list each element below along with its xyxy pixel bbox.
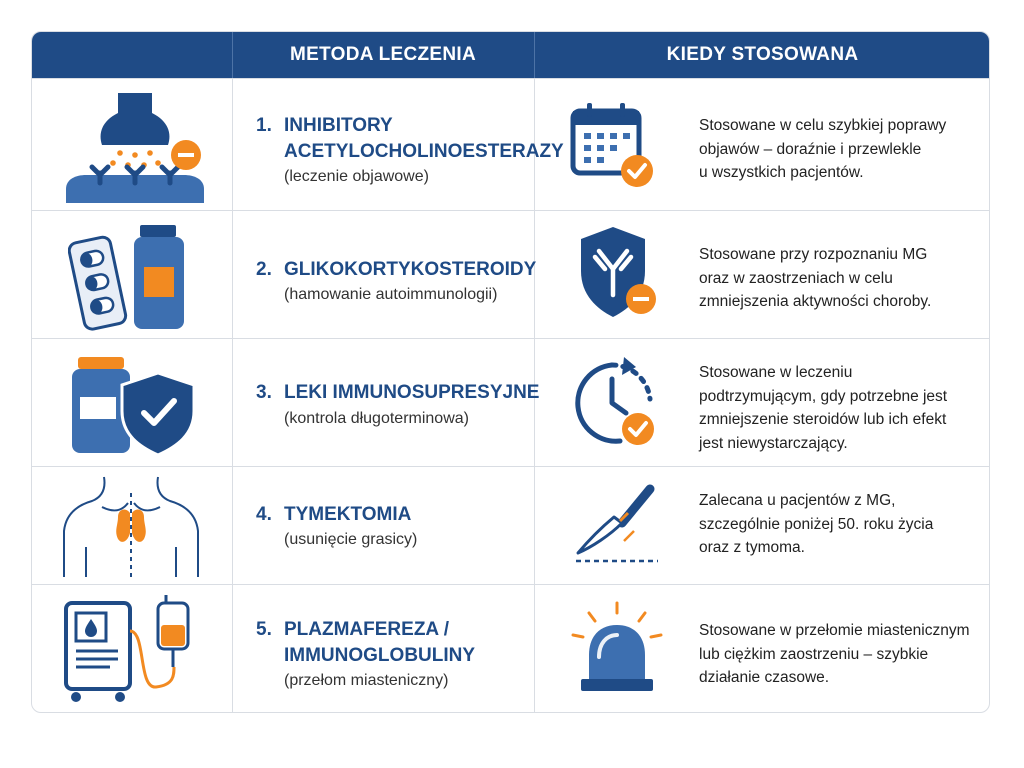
antibody-shield-icon — [577, 221, 667, 325]
table-row — [32, 466, 989, 584]
table-header — [32, 32, 989, 78]
row-description: Stosowane w przełomie miastenicznym lub ciężkim zaostrzeniu – szybkie działanie czasowe. — [699, 622, 970, 686]
table-row — [32, 78, 989, 210]
scalpel-icon — [570, 481, 666, 569]
row-subtitle: (usunięcie grasicy) — [284, 531, 418, 548]
row-subtitle: (leczenie objawowe) — [284, 168, 429, 185]
row-title: INHIBITORY — [284, 115, 393, 136]
pills-bottle-icon — [68, 221, 198, 333]
row-title-cont: ACETYLOCHOLINOESTERAZY — [284, 141, 564, 162]
synapse-receptor-icon — [60, 87, 210, 207]
row-description: Stosowane w leczeniu podtrzymującym, gdy potrzebne jest zmniejszenie steroidów lub ich efekt jest niewystarczający. — [699, 364, 948, 452]
clock-check-icon — [564, 353, 660, 449]
row-number: 1. — [256, 115, 272, 136]
plasmapheresis-machine-icon — [62, 591, 202, 705]
row-title: GLIKOKORTYKOSTEROIDY — [284, 259, 537, 280]
bottle-shield-icon — [70, 351, 200, 459]
row-title: TYMEKTOMIA — [284, 504, 412, 525]
row-subtitle: (przełom miasteniczny) — [284, 672, 449, 689]
row-number: 5. — [256, 619, 272, 640]
row-description: Stosowane w celu szybkiej poprawy objawów – doraźnie i przewlekle u wszystkich pacjentów. — [699, 117, 947, 181]
row-description: Zalecana u pacjentów z MG, szczególnie poniżej 50. roku życia oraz z tymoma. — [699, 492, 934, 556]
table-row — [32, 338, 989, 466]
header-when: KIEDY STOSOWANA — [666, 44, 859, 65]
row-title: LEKI IMMUNOSUPRESYJNE — [284, 382, 540, 403]
header-method: METODA LECZENIA — [289, 44, 477, 65]
row-number: 4. — [256, 504, 272, 525]
row-number: 3. — [256, 382, 272, 403]
row-subtitle: (kontrola długoterminowa) — [284, 410, 469, 427]
treatment-table — [31, 31, 990, 713]
emergency-light-icon — [567, 599, 667, 697]
row-title-cont: IMMUNOGLOBULINY — [284, 645, 476, 666]
chest-thymus-icon — [56, 473, 206, 581]
row-number: 2. — [256, 259, 272, 280]
calendar-check-icon — [567, 99, 657, 191]
row-title: PLAZMAFEREZA / — [284, 619, 450, 640]
row-subtitle: (hamowanie autoimmunologii) — [284, 286, 498, 303]
table-row — [32, 584, 989, 713]
table-row — [32, 210, 989, 338]
row-description: Stosowane przy rozpoznaniu MG oraz w zaostrzeniach w celu zmniejszenia aktywności choroby. — [699, 246, 932, 310]
